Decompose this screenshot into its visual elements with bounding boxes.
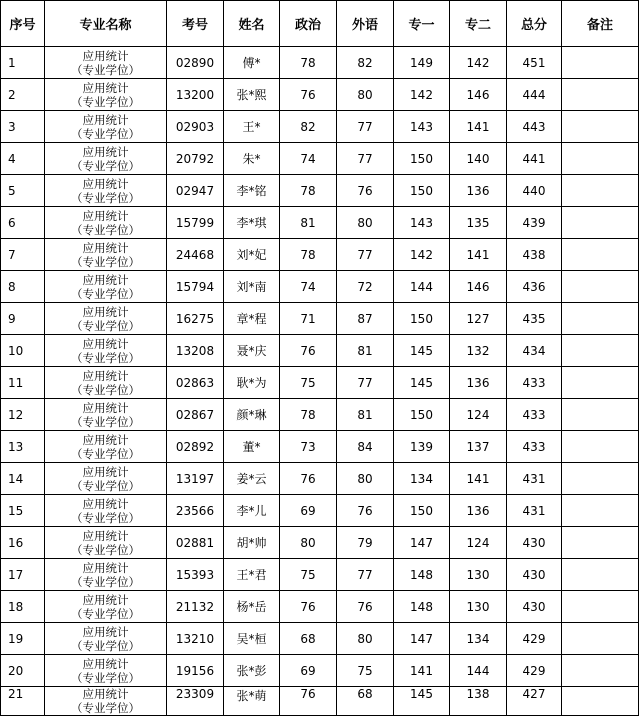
cell-major <box>45 111 167 143</box>
cell-exam-no: 13208 <box>167 335 224 367</box>
cell-name: 耿*为 <box>224 367 280 399</box>
cell-total: 427 <box>507 687 562 716</box>
major-name: 应用统计 <box>82 496 129 511</box>
cell-no: 3 <box>1 111 45 143</box>
cell-foreign-language: 77 <box>337 367 394 399</box>
major-name: 应用统计 <box>82 176 129 191</box>
cell-subject-2: 136 <box>450 495 507 527</box>
cell-remark <box>562 687 639 716</box>
cell-total: 433 <box>507 367 562 399</box>
cell-remark <box>562 271 639 303</box>
major-name: 应用统计 <box>82 528 129 543</box>
cell-no: 15 <box>1 495 45 527</box>
cell-no: 13 <box>1 431 45 463</box>
major-degree-type: （专业学位） <box>71 414 140 429</box>
major-name: 应用统计 <box>82 464 129 479</box>
cell-exam-no: 02903 <box>167 111 224 143</box>
cell-subject-2: 141 <box>450 463 507 495</box>
cell-no: 14 <box>1 463 45 495</box>
cell-name: 李*铭 <box>224 175 280 207</box>
cell-remark <box>562 655 639 687</box>
cell-major <box>45 79 167 111</box>
cell-subject-1: 142 <box>394 79 450 111</box>
major-degree-type: （专业学位） <box>71 62 140 77</box>
table-row <box>1 303 639 335</box>
cell-major <box>45 335 167 367</box>
cell-subject-1: 150 <box>394 175 450 207</box>
cell-subject-2: 136 <box>450 175 507 207</box>
cell-subject-1: 143 <box>394 111 450 143</box>
header-total: 总分 <box>507 1 562 47</box>
major-name: 应用统计 <box>82 144 129 159</box>
major-degree-type: （专业学位） <box>71 510 140 525</box>
header-subject-2: 专二 <box>450 1 507 47</box>
cell-politics: 78 <box>280 47 337 79</box>
cell-politics: 68 <box>280 623 337 655</box>
cell-subject-2: 127 <box>450 303 507 335</box>
major-degree-type: （专业学位） <box>71 542 140 557</box>
cell-total: 443 <box>507 111 562 143</box>
cell-politics: 78 <box>280 175 337 207</box>
major-name: 应用统计 <box>82 112 129 127</box>
cell-politics: 69 <box>280 655 337 687</box>
cell-politics: 69 <box>280 495 337 527</box>
table-row <box>1 79 639 111</box>
table-row <box>1 367 639 399</box>
cell-exam-no: 02947 <box>167 175 224 207</box>
major-degree-type: （专业学位） <box>71 286 140 301</box>
table-row <box>1 623 639 655</box>
cell-name: 李*琪 <box>224 207 280 239</box>
cell-major <box>45 399 167 431</box>
cell-subject-1: 141 <box>394 655 450 687</box>
header-row <box>1 1 639 47</box>
header-name: 姓名 <box>224 1 280 47</box>
cell-subject-2: 136 <box>450 367 507 399</box>
cell-subject-1: 148 <box>394 591 450 623</box>
header-subject-1: 专一 <box>394 1 450 47</box>
cell-exam-no: 02867 <box>167 399 224 431</box>
major-degree-type: （专业学位） <box>71 478 140 493</box>
cell-foreign-language: 77 <box>337 239 394 271</box>
cell-name: 颜*琳 <box>224 399 280 431</box>
cell-total: 444 <box>507 79 562 111</box>
cell-foreign-language: 77 <box>337 143 394 175</box>
major-degree-type: （专业学位） <box>71 222 140 237</box>
cell-subject-2: 137 <box>450 431 507 463</box>
cell-exam-no: 02890 <box>167 47 224 79</box>
cell-name: 吴*桓 <box>224 623 280 655</box>
cell-politics: 81 <box>280 207 337 239</box>
cell-politics: 80 <box>280 527 337 559</box>
cell-no: 8 <box>1 271 45 303</box>
cell-foreign-language: 82 <box>337 47 394 79</box>
major-name: 应用统计 <box>82 560 129 575</box>
cell-foreign-language: 76 <box>337 175 394 207</box>
cell-subject-1: 147 <box>394 527 450 559</box>
cell-remark <box>562 175 639 207</box>
cell-total: 435 <box>507 303 562 335</box>
cell-politics: 76 <box>280 687 337 716</box>
cell-major <box>45 495 167 527</box>
cell-total: 439 <box>507 207 562 239</box>
cell-foreign-language: 80 <box>337 79 394 111</box>
cell-exam-no: 20792 <box>167 143 224 175</box>
table-row <box>1 559 639 591</box>
cell-exam-no: 15799 <box>167 207 224 239</box>
cell-foreign-language: 76 <box>337 495 394 527</box>
cell-subject-2: 141 <box>450 239 507 271</box>
cell-subject-2: 146 <box>450 79 507 111</box>
cell-total: 430 <box>507 591 562 623</box>
cell-politics: 82 <box>280 111 337 143</box>
cell-subject-2: 132 <box>450 335 507 367</box>
major-degree-type: （专业学位） <box>71 574 140 589</box>
cell-major <box>45 303 167 335</box>
major-degree-type: （专业学位） <box>71 701 140 715</box>
major-degree-type: （专业学位） <box>71 158 140 173</box>
table-row <box>1 271 639 303</box>
cell-total: 430 <box>507 559 562 591</box>
cell-subject-2: 130 <box>450 591 507 623</box>
cell-exam-no: 19156 <box>167 655 224 687</box>
cell-no: 7 <box>1 239 45 271</box>
cell-remark <box>562 207 639 239</box>
major-degree-type: （专业学位） <box>71 382 140 397</box>
cell-foreign-language: 81 <box>337 335 394 367</box>
cell-subject-1: 147 <box>394 623 450 655</box>
cell-remark <box>562 335 639 367</box>
cell-subject-1: 145 <box>394 687 450 716</box>
cell-exam-no: 15393 <box>167 559 224 591</box>
cell-major <box>45 463 167 495</box>
cell-subject-2: 138 <box>450 687 507 716</box>
header-no: 序号 <box>1 1 45 47</box>
cell-total: 430 <box>507 527 562 559</box>
cell-no: 9 <box>1 303 45 335</box>
cell-remark <box>562 623 639 655</box>
cell-major <box>45 175 167 207</box>
major-name: 应用统计 <box>82 208 129 223</box>
cell-subject-1: 144 <box>394 271 450 303</box>
cell-exam-no: 16275 <box>167 303 224 335</box>
cell-exam-no: 24468 <box>167 239 224 271</box>
major-name: 应用统计 <box>82 304 129 319</box>
cell-politics: 75 <box>280 367 337 399</box>
cell-no: 6 <box>1 207 45 239</box>
cell-no: 17 <box>1 559 45 591</box>
cell-foreign-language: 72 <box>337 271 394 303</box>
major-name: 应用统计 <box>82 687 129 701</box>
cell-foreign-language: 77 <box>337 111 394 143</box>
cell-major <box>45 527 167 559</box>
cell-subject-1: 145 <box>394 367 450 399</box>
cell-name: 董* <box>224 431 280 463</box>
cell-subject-1: 150 <box>394 143 450 175</box>
cell-no: 21 <box>1 687 45 716</box>
cell-remark <box>562 143 639 175</box>
cell-exam-no: 02892 <box>167 431 224 463</box>
major-degree-type: （专业学位） <box>71 318 140 333</box>
cell-total: 429 <box>507 623 562 655</box>
cell-major <box>45 271 167 303</box>
cell-name: 李*儿 <box>224 495 280 527</box>
table-row <box>1 591 639 623</box>
table-row <box>1 495 639 527</box>
cell-remark <box>562 399 639 431</box>
cell-politics: 73 <box>280 431 337 463</box>
cell-name: 王*君 <box>224 559 280 591</box>
cell-subject-1: 145 <box>394 335 450 367</box>
cell-no: 2 <box>1 79 45 111</box>
major-name: 应用统计 <box>82 656 129 671</box>
cell-exam-no: 13197 <box>167 463 224 495</box>
cell-total: 441 <box>507 143 562 175</box>
cell-major <box>45 431 167 463</box>
cell-politics: 76 <box>280 335 337 367</box>
cell-total: 440 <box>507 175 562 207</box>
cell-subject-1: 150 <box>394 303 450 335</box>
cell-no: 1 <box>1 47 45 79</box>
table-row <box>1 175 639 207</box>
table-row <box>1 399 639 431</box>
major-degree-type: （专业学位） <box>71 446 140 461</box>
header-politics: 政治 <box>280 1 337 47</box>
major-name: 应用统计 <box>82 624 129 639</box>
cell-politics: 76 <box>280 463 337 495</box>
cell-remark <box>562 527 639 559</box>
header-remark: 备注 <box>562 1 639 47</box>
table-row <box>1 207 639 239</box>
cell-major <box>45 239 167 271</box>
cell-no: 5 <box>1 175 45 207</box>
major-degree-type: （专业学位） <box>71 606 140 621</box>
cell-name: 姜*云 <box>224 463 280 495</box>
table-row <box>1 431 639 463</box>
table-row <box>1 143 639 175</box>
cell-major <box>45 143 167 175</box>
table-row <box>1 463 639 495</box>
cell-politics: 71 <box>280 303 337 335</box>
major-name: 应用统计 <box>82 368 129 383</box>
cell-subject-1: 142 <box>394 239 450 271</box>
cell-name: 张*萌 <box>224 687 280 716</box>
cell-remark <box>562 431 639 463</box>
major-name: 应用统计 <box>82 336 129 351</box>
cell-subject-1: 143 <box>394 207 450 239</box>
cell-subject-1: 148 <box>394 559 450 591</box>
major-name: 应用统计 <box>82 272 129 287</box>
major-degree-type: （专业学位） <box>71 190 140 205</box>
cell-major <box>45 623 167 655</box>
cell-no: 12 <box>1 399 45 431</box>
cell-name: 张*彭 <box>224 655 280 687</box>
cell-exam-no: 13200 <box>167 79 224 111</box>
header-foreign-language: 外语 <box>337 1 394 47</box>
cell-major <box>45 47 167 79</box>
cell-remark <box>562 111 639 143</box>
table-row <box>1 47 639 79</box>
cell-exam-no: 02881 <box>167 527 224 559</box>
table-row <box>1 335 639 367</box>
cell-name: 刘*妃 <box>224 239 280 271</box>
cell-name: 傅* <box>224 47 280 79</box>
cell-name: 杨*岳 <box>224 591 280 623</box>
cell-foreign-language: 79 <box>337 527 394 559</box>
cell-name: 胡*帅 <box>224 527 280 559</box>
cell-name: 王* <box>224 111 280 143</box>
cell-subject-2: 134 <box>450 623 507 655</box>
cell-subject-2: 146 <box>450 271 507 303</box>
cell-foreign-language: 68 <box>337 687 394 716</box>
cell-subject-2: 124 <box>450 527 507 559</box>
cell-remark <box>562 79 639 111</box>
cell-no: 10 <box>1 335 45 367</box>
cell-name: 章*程 <box>224 303 280 335</box>
cell-total: 436 <box>507 271 562 303</box>
cell-subject-2: 135 <box>450 207 507 239</box>
cell-major <box>45 207 167 239</box>
header-major: 专业名称 <box>45 1 167 47</box>
cell-subject-2: 144 <box>450 655 507 687</box>
cell-remark <box>562 495 639 527</box>
cell-no: 20 <box>1 655 45 687</box>
cell-politics: 75 <box>280 559 337 591</box>
cell-no: 16 <box>1 527 45 559</box>
cell-subject-2: 124 <box>450 399 507 431</box>
major-name: 应用统计 <box>82 80 129 95</box>
cell-foreign-language: 87 <box>337 303 394 335</box>
cell-politics: 74 <box>280 271 337 303</box>
cell-subject-2: 130 <box>450 559 507 591</box>
cell-remark <box>562 303 639 335</box>
cell-subject-1: 139 <box>394 431 450 463</box>
cell-foreign-language: 77 <box>337 559 394 591</box>
cell-exam-no: 21132 <box>167 591 224 623</box>
table-row <box>1 687 639 716</box>
cell-politics: 76 <box>280 79 337 111</box>
cell-major <box>45 367 167 399</box>
cell-no: 4 <box>1 143 45 175</box>
cell-total: 433 <box>507 399 562 431</box>
cell-subject-1: 134 <box>394 463 450 495</box>
table-row <box>1 527 639 559</box>
major-name: 应用统计 <box>82 592 129 607</box>
cell-no: 11 <box>1 367 45 399</box>
cell-name: 张*熙 <box>224 79 280 111</box>
major-name: 应用统计 <box>82 240 129 255</box>
major-name: 应用统计 <box>82 432 129 447</box>
cell-no: 18 <box>1 591 45 623</box>
table-row <box>1 655 639 687</box>
major-degree-type: （专业学位） <box>71 126 140 141</box>
table-row <box>1 111 639 143</box>
major-name: 应用统计 <box>82 400 129 415</box>
cell-total: 451 <box>507 47 562 79</box>
major-degree-type: （专业学位） <box>71 670 140 685</box>
cell-politics: 76 <box>280 591 337 623</box>
cell-foreign-language: 76 <box>337 591 394 623</box>
cell-exam-no: 23309 <box>167 687 224 716</box>
cell-remark <box>562 591 639 623</box>
cell-total: 433 <box>507 431 562 463</box>
cell-exam-no: 15794 <box>167 271 224 303</box>
cell-foreign-language: 75 <box>337 655 394 687</box>
cell-remark <box>562 239 639 271</box>
major-name: 应用统计 <box>82 48 129 63</box>
cell-politics: 74 <box>280 143 337 175</box>
cell-subject-2: 141 <box>450 111 507 143</box>
table-row <box>1 239 639 271</box>
cell-name: 刘*南 <box>224 271 280 303</box>
major-degree-type: （专业学位） <box>71 254 140 269</box>
cell-name: 聂*庆 <box>224 335 280 367</box>
cell-total: 429 <box>507 655 562 687</box>
cell-subject-1: 150 <box>394 399 450 431</box>
cell-total: 431 <box>507 495 562 527</box>
cell-major <box>45 655 167 687</box>
cell-subject-1: 149 <box>394 47 450 79</box>
cell-subject-2: 140 <box>450 143 507 175</box>
major-degree-type: （专业学位） <box>71 94 140 109</box>
cell-total: 434 <box>507 335 562 367</box>
cell-foreign-language: 81 <box>337 399 394 431</box>
cell-remark <box>562 367 639 399</box>
cell-politics: 78 <box>280 239 337 271</box>
cell-subject-2: 142 <box>450 47 507 79</box>
cell-major <box>45 687 167 716</box>
cell-no: 19 <box>1 623 45 655</box>
cell-major <box>45 559 167 591</box>
cell-foreign-language: 80 <box>337 207 394 239</box>
major-degree-type: （专业学位） <box>71 638 140 653</box>
cell-foreign-language: 80 <box>337 623 394 655</box>
cell-remark <box>562 559 639 591</box>
cell-total: 438 <box>507 239 562 271</box>
major-degree-type: （专业学位） <box>71 350 140 365</box>
cell-exam-no: 02863 <box>167 367 224 399</box>
cell-name: 朱* <box>224 143 280 175</box>
cell-remark <box>562 463 639 495</box>
header-exam-no: 考号 <box>167 1 224 47</box>
cell-subject-1: 150 <box>394 495 450 527</box>
cell-remark <box>562 47 639 79</box>
cell-exam-no: 13210 <box>167 623 224 655</box>
cell-exam-no: 23566 <box>167 495 224 527</box>
cell-foreign-language: 80 <box>337 463 394 495</box>
cell-politics: 78 <box>280 399 337 431</box>
cell-foreign-language: 84 <box>337 431 394 463</box>
cell-total: 431 <box>507 463 562 495</box>
cell-major <box>45 591 167 623</box>
